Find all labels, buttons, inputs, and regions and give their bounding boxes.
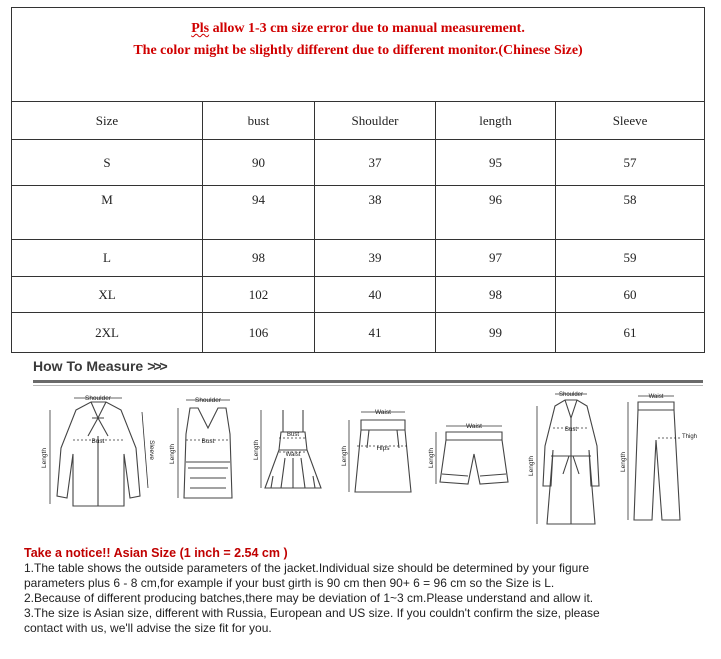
shorts-drawing: [428, 388, 518, 528]
table-cell-shoulder: 37: [315, 140, 436, 186]
table-cell-length: 97: [436, 240, 556, 277]
table-cell-shoulder: 41: [315, 313, 436, 353]
table-cell-shoulder: 40: [315, 277, 436, 313]
label-sleeve: Sleeve: [148, 440, 155, 460]
blouse-illustration: [36, 388, 161, 533]
notice-line: 2.Because of different producing batches,there may be deviation of 1~3 cm.Please understand and allow it.: [24, 591, 594, 605]
trench-coat-drawing: [523, 388, 618, 533]
table-cell-length: 98: [436, 277, 556, 313]
table-cell-bust: 98: [203, 240, 315, 277]
trousers-drawing: [620, 388, 708, 533]
notice-line: 1.The table shows the outside parameters of the jacket.Individual size should be determined by your figure: [24, 561, 589, 575]
label-thigh: Thigh: [682, 434, 698, 440]
trench-coat-illustration: [523, 388, 618, 538]
table-cell-length: 95: [436, 140, 556, 186]
label-bust: Bust: [201, 438, 215, 445]
how-to-measure-label: How To Measure: [33, 358, 144, 374]
skirt-drawing: [343, 388, 423, 528]
table-row: [12, 277, 705, 313]
label-length: Length: [620, 452, 627, 472]
section-divider: [33, 380, 703, 383]
table-cell-size: M: [12, 186, 203, 240]
table-cell-size: L: [12, 240, 203, 277]
table-cell-bust: 102: [203, 277, 315, 313]
table-cell-shoulder: 39: [315, 240, 436, 277]
label-waist: Waist: [374, 409, 392, 416]
label-length: Length: [169, 444, 176, 464]
notice-line: parameters plus 6 - 8 cm,for example if your bust girth is 90 cm then 90+ 6 = 96 cm so the Size is L.: [24, 576, 555, 590]
table-header-row: [12, 102, 705, 140]
table-cell-sleeve: 57: [556, 140, 705, 186]
tank-top-drawing: [168, 388, 248, 528]
table-row: [12, 240, 705, 277]
tank-top-illustration: [168, 388, 248, 533]
label-length: Length: [528, 456, 535, 476]
label-waist: Waist: [648, 394, 664, 400]
notice-heading: Take a notice!! Asian Size (1 inch = 2.54 cm ): [24, 546, 288, 560]
label-hips: Hips: [376, 445, 390, 452]
table-cell-bust: 90: [203, 140, 315, 186]
label-shoulder: Shoulder: [84, 395, 112, 402]
table-cell-sleeve: 61: [556, 313, 705, 353]
label-waist: Waist: [465, 423, 483, 430]
column-header-sleeve: Sleeve: [556, 102, 705, 140]
notice-line-1-rest: allow 1-3 cm size error due to manual measurement.: [209, 21, 525, 36]
notice-line: contact with us, we'll advise the size fit for you.: [24, 621, 272, 635]
table-cell-size: S: [12, 140, 203, 186]
label-length: Length: [428, 448, 435, 468]
table-row: [12, 313, 705, 353]
column-header-length: length: [436, 102, 556, 140]
size-chart-table: [11, 7, 705, 353]
notice-row: [12, 8, 705, 102]
table-cell-size: 2XL: [12, 313, 203, 353]
table-cell-bust: 106: [203, 313, 315, 353]
column-header-shoulder: Shoulder: [315, 102, 436, 140]
label-bust: Bust: [564, 427, 578, 433]
notice-line: 3.The size is Asian size, different with Russia, European and US size. If you couldn't confirm the size, please: [24, 606, 600, 620]
size-notice: [24, 546, 714, 636]
chevrons-icon: >>>: [147, 358, 166, 374]
notice-cell: [12, 8, 705, 102]
label-length: Length: [341, 446, 348, 466]
table-row: [12, 140, 705, 186]
dress-drawing: [253, 388, 333, 528]
table-cell-length: 96: [436, 186, 556, 240]
blouse-drawing: [36, 388, 161, 528]
label-length: Length: [41, 448, 48, 468]
label-bust: Bust: [286, 432, 300, 438]
shorts-illustration: [428, 388, 518, 533]
table-cell-sleeve: 59: [556, 240, 705, 277]
measure-illustrations: [28, 388, 708, 533]
notice-line-1: [13, 18, 703, 40]
table-cell-size: XL: [12, 277, 203, 313]
column-header-bust: bust: [203, 102, 315, 140]
label-length: Length: [253, 440, 260, 460]
table-cell-sleeve: 58: [556, 186, 705, 240]
column-header-size: Size: [12, 102, 203, 140]
skirt-illustration: [343, 388, 423, 533]
dress-illustration: [253, 388, 333, 533]
trousers-illustration: [620, 388, 708, 538]
how-to-measure-title: [33, 358, 166, 374]
table-row: [12, 186, 705, 240]
table-cell-sleeve: 60: [556, 277, 705, 313]
label-waist: Waist: [285, 452, 301, 458]
notice-line-2: The color might be slightly different due to different monitor.(Chinese Size): [133, 43, 583, 58]
label-shoulder: Shoulder: [558, 392, 584, 398]
table-cell-shoulder: 38: [315, 186, 436, 240]
table-cell-bust: 94: [203, 186, 315, 240]
label-shoulder: Shoulder: [194, 397, 222, 404]
table-cell-length: 99: [436, 313, 556, 353]
label-bust: Bust: [91, 438, 105, 445]
notice-word-pls: Pls: [191, 21, 210, 36]
